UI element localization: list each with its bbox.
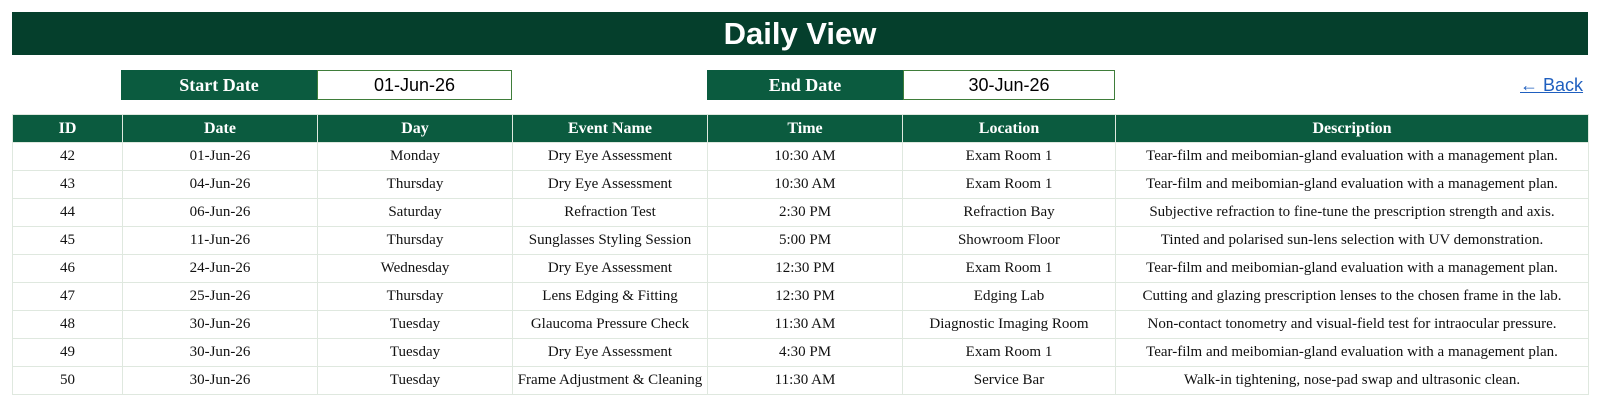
cell-id: 48 — [13, 311, 123, 339]
cell-date: 01-Jun-26 — [123, 143, 318, 171]
cell-id: 49 — [13, 339, 123, 367]
cell-id: 50 — [13, 367, 123, 395]
cell-date: 11-Jun-26 — [123, 227, 318, 255]
cell-location: Refraction Bay — [903, 199, 1116, 227]
cell-date: 30-Jun-26 — [123, 311, 318, 339]
cell-time: 12:30 PM — [708, 283, 903, 311]
column-header-date[interactable]: Date — [123, 115, 318, 143]
cell-event-name: Refraction Test — [513, 199, 708, 227]
column-header-day[interactable]: Day — [318, 115, 513, 143]
cell-id: 42 — [13, 143, 123, 171]
end-date-label: End Date — [707, 70, 903, 100]
table-row[interactable] — [13, 227, 1589, 255]
table-row[interactable] — [13, 283, 1589, 311]
cell-description: Subjective refraction to fine-tune the prescription strength and axis. — [1116, 199, 1589, 227]
cell-time: 12:30 PM — [708, 255, 903, 283]
table-row[interactable] — [13, 199, 1589, 227]
cell-id: 44 — [13, 199, 123, 227]
cell-location: Exam Room 1 — [903, 143, 1116, 171]
cell-description: Non-contact tonometry and visual-field test for intraocular pressure. — [1116, 311, 1589, 339]
cell-day: Tuesday — [318, 367, 513, 395]
column-header-event-name[interactable]: Event Name — [513, 115, 708, 143]
cell-day: Thursday — [318, 171, 513, 199]
cell-description: Tinted and polarised sun-lens selection with UV demonstration. — [1116, 227, 1589, 255]
cell-location: Exam Room 1 — [903, 171, 1116, 199]
start-date-field[interactable]: 01-Jun-26 — [317, 70, 512, 100]
cell-id: 43 — [13, 171, 123, 199]
cell-day: Tuesday — [318, 311, 513, 339]
table-row[interactable] — [13, 171, 1589, 199]
table-row[interactable] — [13, 255, 1589, 283]
cell-event-name: Sunglasses Styling Session — [513, 227, 708, 255]
column-header-time[interactable]: Time — [708, 115, 903, 143]
cell-date: 30-Jun-26 — [123, 339, 318, 367]
cell-location: Service Bar — [903, 367, 1116, 395]
table-header-row — [13, 115, 1589, 143]
cell-description: Tear-film and meibomian-gland evaluation with a management plan. — [1116, 171, 1589, 199]
cell-date: 24-Jun-26 — [123, 255, 318, 283]
back-link[interactable]: ← Back — [1520, 75, 1584, 95]
cell-time: 11:30 AM — [708, 367, 903, 395]
cell-location: Exam Room 1 — [903, 339, 1116, 367]
cell-location: Diagnostic Imaging Room — [903, 311, 1116, 339]
cell-event-name: Lens Edging & Fitting — [513, 283, 708, 311]
cell-event-name: Dry Eye Assessment — [513, 255, 708, 283]
cell-description: Cutting and glazing prescription lenses to the chosen frame in the lab. — [1116, 283, 1589, 311]
cell-date: 06-Jun-26 — [123, 199, 318, 227]
cell-date: 30-Jun-26 — [123, 367, 318, 395]
cell-event-name: Dry Eye Assessment — [513, 171, 708, 199]
cell-description: Walk-in tightening, nose-pad swap and ultrasonic clean. — [1116, 367, 1589, 395]
cell-day: Monday — [318, 143, 513, 171]
cell-id: 45 — [13, 227, 123, 255]
cell-time: 10:30 AM — [708, 171, 903, 199]
end-date-field[interactable]: 30-Jun-26 — [903, 70, 1115, 100]
cell-id: 46 — [13, 255, 123, 283]
table-row[interactable] — [13, 143, 1589, 171]
cell-time: 5:00 PM — [708, 227, 903, 255]
cell-day: Tuesday — [318, 339, 513, 367]
cell-time: 10:30 AM — [708, 143, 903, 171]
cell-day: Thursday — [318, 283, 513, 311]
cell-event-name: Dry Eye Assessment — [513, 339, 708, 367]
cell-date: 04-Jun-26 — [123, 171, 318, 199]
table-row[interactable] — [13, 367, 1589, 395]
column-header-location[interactable]: Location — [903, 115, 1116, 143]
table-row[interactable] — [13, 339, 1589, 367]
cell-description: Tear-film and meibomian-gland evaluation with a management plan. — [1116, 339, 1589, 367]
page-title: Daily View — [12, 12, 1588, 55]
table-row[interactable] — [13, 311, 1589, 339]
cell-location: Edging Lab — [903, 283, 1116, 311]
cell-day: Thursday — [318, 227, 513, 255]
cell-day: Wednesday — [318, 255, 513, 283]
cell-time: 11:30 AM — [708, 311, 903, 339]
cell-time: 4:30 PM — [708, 339, 903, 367]
column-header-id[interactable]: ID — [13, 115, 123, 143]
cell-description: Tear-film and meibomian-gland evaluation with a management plan. — [1116, 255, 1589, 283]
cell-id: 47 — [13, 283, 123, 311]
events-table — [12, 114, 1589, 395]
cell-event-name: Glaucoma Pressure Check — [513, 311, 708, 339]
cell-day: Saturday — [318, 199, 513, 227]
cell-date: 25-Jun-26 — [123, 283, 318, 311]
cell-time: 2:30 PM — [708, 199, 903, 227]
start-date-label: Start Date — [121, 70, 317, 100]
column-header-description[interactable]: Description — [1116, 115, 1589, 143]
cell-description: Tear-film and meibomian-gland evaluation with a management plan. — [1116, 143, 1589, 171]
cell-event-name: Dry Eye Assessment — [513, 143, 708, 171]
cell-location: Showroom Floor — [903, 227, 1116, 255]
cell-event-name: Frame Adjustment & Cleaning — [513, 367, 708, 395]
cell-location: Exam Room 1 — [903, 255, 1116, 283]
